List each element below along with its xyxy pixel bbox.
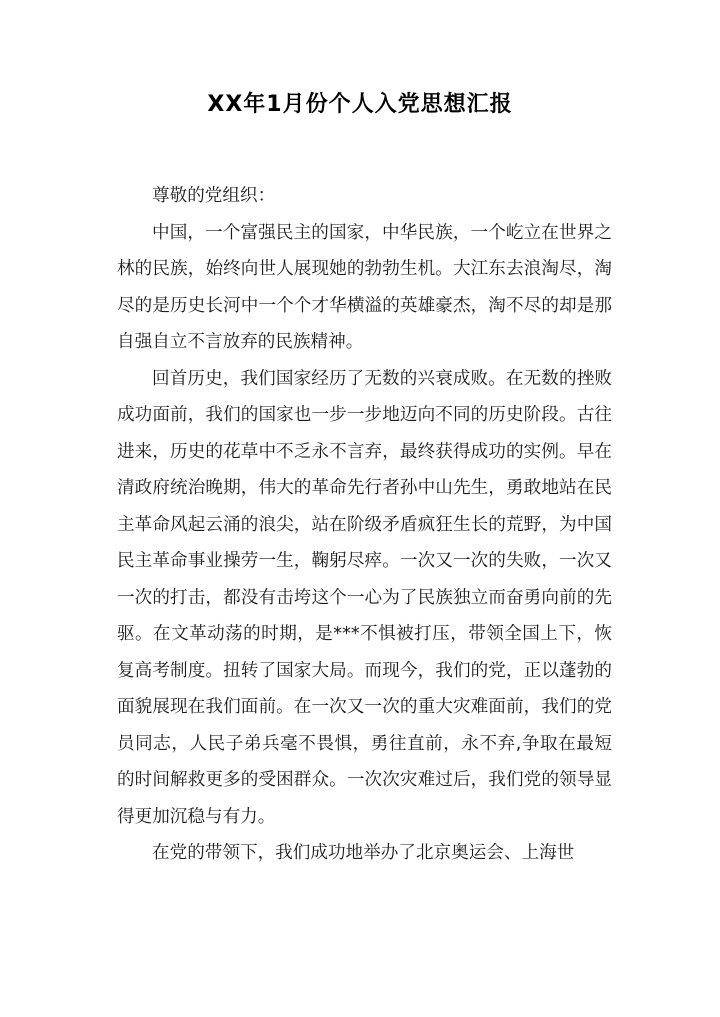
paragraph-3: 在党的带领下，我们成功地举办了北京奥运会、上海世	[152, 843, 575, 863]
document-body	[117, 178, 612, 872]
paragraph-2: 回首历史，我们国家经历了无数的兴衰成败。在无数的挫败成功面前，我们的国家也一步一步地迈向不同的历史阶段。古往进来，历史的花草中不乏永不言弃，最终获得成功的实例。早在清政府统治晚期，伟大的革命先行者孙中山先生，勇敢地站在民主革命风起云涌的浪尖，站在阶级矛盾疯狂生长的荒野，为中国民主革命事业操劳一生，鞠躬尽瘁。一次又一次的失败，一次又一次的打击，都没有击垮这个一心为了民族独立而奋勇向前的先驱。在文革动荡的时期，是***不惧被打压，带领全国上下，恢复高考制度。扭转了国家大局。而现今，我们的党，正以蓬勃的面貌展现在我们面前。在一次又一次的重大灾难面前，我们的党员同志，人民子弟兵毫不畏惧，勇往直前，永不弃,争取在最短的时间解救更多的受困群众。一次次灾难过后，我们党的领导显得更加沉稳与有力。	[117, 368, 612, 827]
paragraph-1: 中国，一个富强民主的国家，中华民族，一个屹立在世界之林的民族，始终向世人展现她的勃勃生机。大江东去浪淘尽，淘尽的是历史长河中一个个才华横溢的英雄豪杰，淘不尽的却是那自强自立不言放弃的民族精神。	[117, 222, 612, 352]
salutation: 尊敬的党组织：	[152, 186, 276, 206]
document-title: XX年1月份个人入党思想汇报	[207, 92, 513, 117]
